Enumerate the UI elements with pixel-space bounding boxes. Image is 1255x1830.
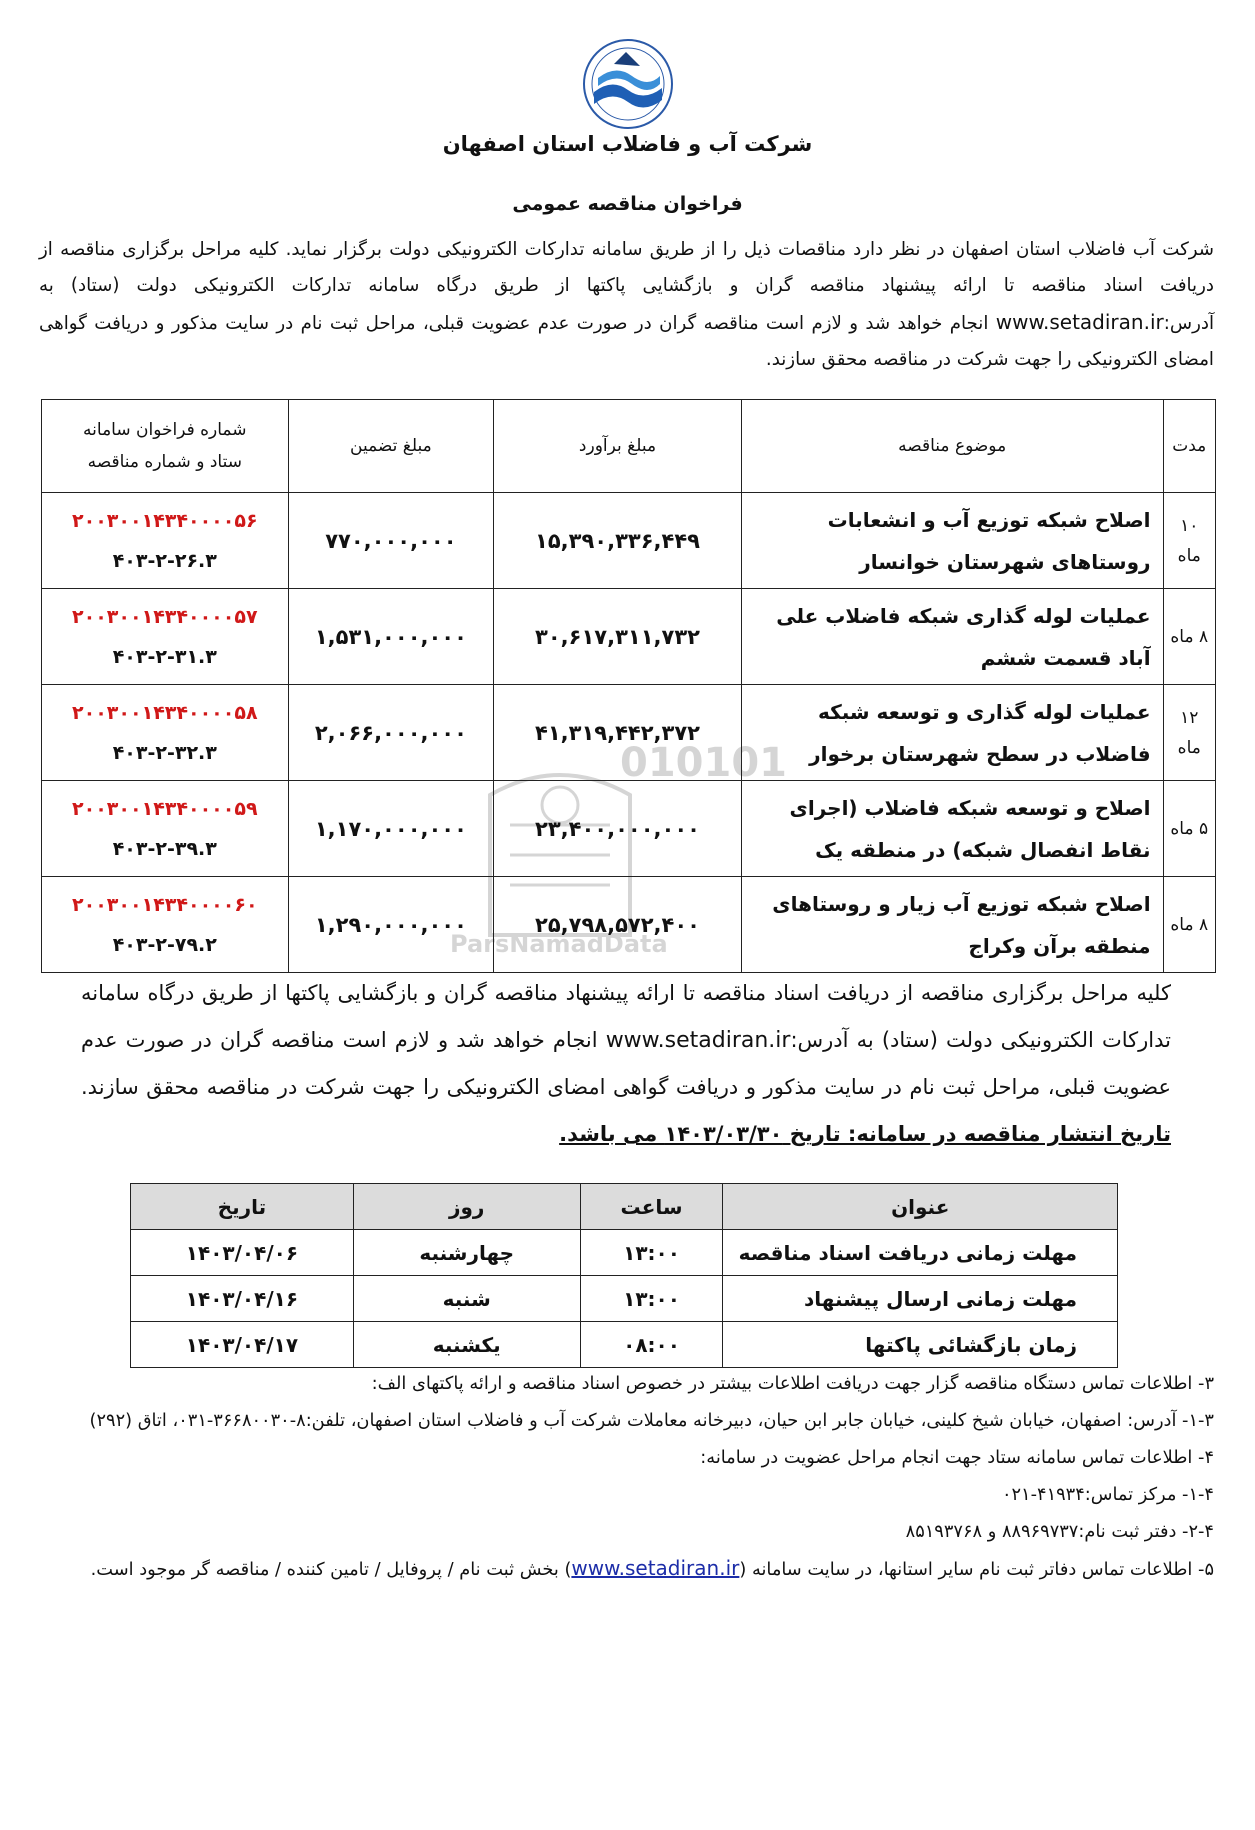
duration-unit: ماه [1177, 737, 1201, 758]
duration-value: ۵ ماه [1170, 818, 1209, 839]
number-cell [42, 685, 289, 781]
duration-cell [1163, 589, 1215, 685]
tender-number: ۴۰۳-۲-۷۹.۲ [112, 933, 217, 956]
info-item-3: ۳- اطلاعات تماس دستگاه مناقصه گزار جهت دریافت اطلاعات بیشتر در خصوص اسناد مناقصه و ارائه پاکتهای الف: [371, 1373, 1214, 1394]
table-row [42, 685, 1216, 781]
schedule-day: یکشنبه [353, 1322, 580, 1368]
info-item-5-text-b: ) بخش ثبت نام / پروفایل / تامین کننده / مناقصه گر موجود است. [90, 1559, 572, 1580]
schedule-day: چهارشنبه [353, 1230, 580, 1276]
tender-number: ۴۰۳-۲-۳۱.۳ [112, 645, 217, 668]
intro-url: www.setadiran.ir [995, 310, 1164, 334]
header-duration: مدت [1163, 400, 1215, 493]
header-estimate: مبلغ برآورد [494, 400, 742, 493]
setad-number: ۲۰۰۳۰۰۱۴۳۴۰۰۰۰۵۸ [72, 701, 258, 724]
info-item-5 [39, 1550, 1214, 1588]
number-cell [42, 589, 289, 685]
header-number [42, 400, 289, 493]
info-item-5-text-a: ۵- اطلاعات تماس دفاتر ثبت نام سایر استانها، در سایت سامانه ( [739, 1559, 1214, 1580]
watermark-brand: ParsNamadData [450, 930, 668, 958]
duration-value: ۸ ماه [1170, 626, 1209, 647]
table-row [42, 589, 1216, 685]
table-row [131, 1276, 1118, 1322]
header-subject: موضوع مناقصه [741, 400, 1163, 493]
schedule-date: ۱۴۰۳/۰۴/۱۷ [131, 1322, 354, 1368]
info-item-4-1: ۱-۴- مرکز تماس:۴۱۹۳۴-۰۲۱ [1001, 1484, 1214, 1505]
setad-number: ۲۰۰۳۰۰۱۴۳۴۰۰۰۰۵۷ [72, 605, 258, 628]
subject-cell: اصلاح شبکه توزیع آب زیار و روستاهای منطقه برآن وکراج [741, 877, 1163, 973]
duration-cell [1163, 493, 1215, 589]
company-logo [582, 38, 674, 130]
subject-cell: اصلاح شبکه توزیع آب و انشعابات روستاهای شهرستان خوانسار [741, 493, 1163, 589]
guarantee-cell: ۷۷۰,۰۰۰,۰۰۰ [288, 493, 494, 589]
schedule-title: زمان بازگشائی پاکتها [723, 1322, 1118, 1368]
duration-cell [1163, 685, 1215, 781]
schedule-header-title: عنوان [723, 1184, 1118, 1230]
guarantee-cell: ۱,۱۷۰,۰۰۰,۰۰۰ [288, 781, 494, 877]
subject-cell: اصلاح و توسعه شبکه فاضلاب (اجرای نقاط انفصال شبکه) در منطقه یک [741, 781, 1163, 877]
schedule-day: شنبه [353, 1276, 580, 1322]
number-cell [42, 781, 289, 877]
schedule-date: ۱۴۰۳/۰۴/۰۶ [131, 1230, 354, 1276]
table-row [131, 1230, 1118, 1276]
table-row [42, 781, 1216, 877]
contact-info [39, 1365, 1214, 1588]
watermark-digits: 010101 [620, 740, 787, 786]
subject-cell: عملیات لوله گذاری شبکه فاضلاب علی آباد قسمت ششم [741, 589, 1163, 685]
publish-date: تاریخ انتشار مناقصه در سامانه: تاریخ ۱۴۰۳/۰۳/۳۰ می باشد. [559, 1122, 1171, 1146]
number-cell [42, 877, 289, 973]
setad-number: ۲۰۰۳۰۰۱۴۳۴۰۰۰۰۵۶ [72, 509, 258, 532]
intro-paragraph [39, 232, 1214, 378]
header-guarantee: مبلغ تضمین [288, 400, 494, 493]
estimate-cell: ۲۳,۴۰۰,۰۰۰,۰۰۰ [494, 781, 742, 877]
company-name: شرکت آب و فاضلاب استان اصفهان [442, 132, 813, 156]
table-row [42, 493, 1216, 589]
estimate-cell: ۴۱,۳۱۹,۴۴۲,۳۷۲ [494, 685, 742, 781]
tender-number: ۴۰۳-۲-۲۶.۳ [112, 549, 217, 572]
schedule-header-day: روز [353, 1184, 580, 1230]
duration-unit: ماه [1177, 545, 1201, 566]
header-number-line1: شماره فراخوان سامانه [83, 420, 247, 440]
info-item-4: ۴- اطلاعات تماس سامانه ستاد جهت انجام مراحل عضویت در سامانه: [700, 1447, 1214, 1468]
schedule-title: مهلت زمانی دریافت اسناد مناقصه [723, 1230, 1118, 1276]
procedure-text-1: کلیه مراحل برگزاری مناقصه از دریافت اسناد مناقصه تا ارائه پیشنهاد مناقصه گران و بازگشایی پاکتها از طریق درگاه سامانه تدارکات الکترونیکی دولت (ستاد) به آدرس: [81, 981, 1171, 1052]
procedure-paragraph [81, 970, 1171, 1158]
guarantee-cell: ۱,۵۳۱,۰۰۰,۰۰۰ [288, 589, 494, 685]
tenders-table [41, 399, 1216, 973]
setad-number: ۲۰۰۳۰۰۱۴۳۴۰۰۰۰۶۰ [72, 893, 258, 916]
setad-number: ۲۰۰۳۰۰۱۴۳۴۰۰۰۰۵۹ [72, 797, 258, 820]
intro-text-1: شرکت آب فاضلاب استان اصفهان در نظر دارد مناقصات ذیل را از طریق سامانه تدارکات الکترونیکی دولت برگزار نماید. کلیه مراحل برگزاری مناقصه از دریافت اسناد مناقصه تا ارائه پیشنهاد مناقصه گران و بازگشایی پاکتها از طریق درگاه سامانه تدارکات الکترونیکی دولت (ستاد) به آدرس: [39, 239, 1214, 334]
tender-number: ۴۰۳-۲-۳۲.۳ [112, 741, 217, 764]
number-cell [42, 493, 289, 589]
estimate-cell: ۲۵,۷۹۸,۵۷۲,۴۰۰ [494, 877, 742, 973]
tenders-header-row [42, 400, 1216, 493]
estimate-cell: ۱۵,۳۹۰,۳۳۶,۴۴۹ [494, 493, 742, 589]
header-number-line2: ستاد و شماره مناقصه [87, 452, 242, 472]
tender-number: ۴۰۳-۲-۳۹.۳ [112, 837, 217, 860]
duration-cell [1163, 781, 1215, 877]
schedule-table [130, 1183, 1118, 1368]
schedule-title: مهلت زمانی ارسال پیشنهاد [723, 1276, 1118, 1322]
schedule-header-date: تاریخ [131, 1184, 354, 1230]
schedule-header-row [131, 1184, 1118, 1230]
schedule-time: ۱۳:۰۰ [580, 1276, 723, 1322]
table-row [131, 1322, 1118, 1368]
schedule-date: ۱۴۰۳/۰۴/۱۶ [131, 1276, 354, 1322]
intro-text-2: انجام خواهد شد و لازم است مناقصه گران در صورت عدم عضویت قبلی، مراحل ثبت نام در سایت مذکور و دریافت گواهی امضای الکترونیکی را جهت شرکت در مناقصه محقق سازند. [39, 313, 1214, 370]
duration-value: ۱۰ [1180, 515, 1199, 536]
schedule-time: ۱۳:۰۰ [580, 1230, 723, 1276]
guarantee-cell: ۲,۰۶۶,۰۰۰,۰۰۰ [288, 685, 494, 781]
duration-value: ۸ ماه [1170, 914, 1209, 935]
estimate-cell: ۳۰,۶۱۷,۳۱۱,۷۳۲ [494, 589, 742, 685]
info-item-3-1: ۱-۳- آدرس: اصفهان، خیابان شیخ کلینی، خیابان جابر ابن حیان، دبیرخانه معاملات شرکت آب و فاضلاب استان اصفهان، تلفن:۸-۳۶۶۸۰۰۳۰-۰۳۱، اتاق (۲۹۲) [89, 1410, 1214, 1431]
procedure-text-2: انجام خواهد شد و لازم است مناقصه گران در صورت عدم عضویت قبلی، مراحل ثبت نام در سایت مذکور و دریافت گواهی امضای الکترونیکی را جهت شرکت در مناقصه محقق سازند. [81, 1028, 1171, 1099]
schedule-header-time: ساعت [580, 1184, 723, 1230]
duration-value: ۱۲ [1180, 707, 1199, 728]
notice-title: فراخوان مناقصه عمومی [512, 193, 743, 215]
schedule-time: ۰۸:۰۰ [580, 1322, 723, 1368]
guarantee-cell: ۱,۲۹۰,۰۰۰,۰۰۰ [288, 877, 494, 973]
duration-cell [1163, 877, 1215, 973]
procedure-url: www.setadiran.ir [605, 1028, 791, 1053]
info-item-4-2: ۲-۴- دفتر ثبت نام:۸۸۹۶۹۷۳۷ و ۸۵۱۹۳۷۶۸ [905, 1521, 1214, 1542]
setadiran-link[interactable]: www.setadiran.ir [571, 1556, 740, 1580]
table-row [42, 877, 1216, 973]
subject-cell: عملیات لوله گذاری و توسعه شبکه فاضلاب در سطح شهرستان برخوار [741, 685, 1163, 781]
